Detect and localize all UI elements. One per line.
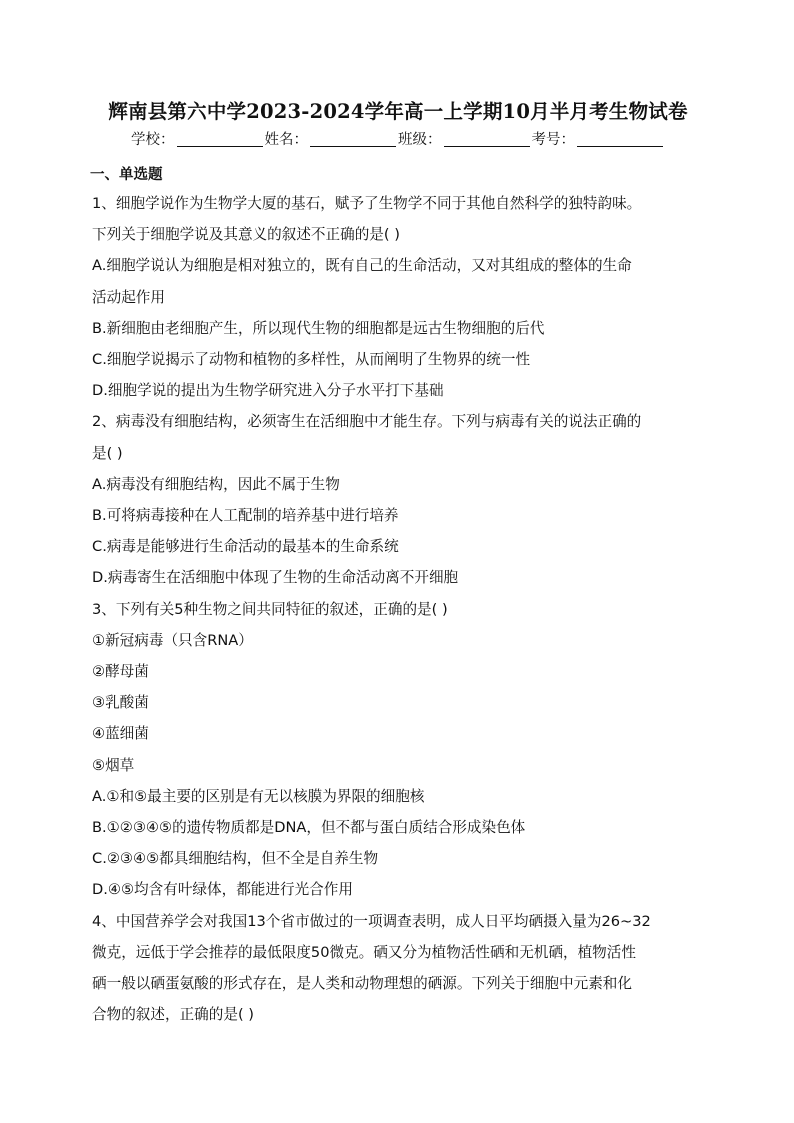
question-body	[92, 188, 704, 1030]
text-line: 微克，远低于学会推荐的最低限度50微克。硒又分为植物活性硒和无机硒，植物活性	[92, 943, 636, 961]
text-line: C.细胞学说揭示了动物和植物的多样性，从而阐明了生物界的统一性	[92, 351, 531, 369]
text-line: 4、中国营养学会对我国13个省市做过的一项调查表明，成人日平均硒摄入量为26~32	[92, 912, 651, 930]
text-line: 是( )	[92, 444, 123, 462]
class-blank[interactable]	[444, 132, 530, 147]
text-line: ⑤烟草	[92, 756, 135, 774]
text-line: C.②③④⑤都具细胞结构，但不全是自养生物	[92, 850, 379, 868]
text-line: 2、病毒没有细胞结构，必须寄生在活细胞中才能生存。下列与病毒有关的说法正确的	[92, 413, 642, 431]
name-field	[265, 128, 399, 149]
student-info-row	[92, 128, 704, 149]
text-line: A.病毒没有细胞结构，因此不属于生物	[92, 475, 340, 493]
text-line: B.①②③④⑤的遗传物质都是DNA，但不都与蛋白质结合形成染色体	[92, 819, 526, 837]
exam-number-blank[interactable]	[577, 132, 663, 147]
text-line: 3、下列有关5种生物之间共同特征的叙述，正确的是( )	[92, 600, 448, 618]
text-line: C.病毒是能够进行生命活动的最基本的生命系统	[92, 538, 399, 556]
exam-title: 辉南县第六中学2023-2024学年高一上学期10月半月考生物试卷	[108, 100, 688, 123]
school-field	[131, 128, 265, 149]
text-line: 下列关于细胞学说及其意义的叙述不正确的是( )	[92, 226, 400, 244]
class-label: 班级：	[398, 132, 442, 148]
school-blank[interactable]	[177, 132, 263, 147]
text-line: 合物的叙述，正确的是( )	[92, 1006, 254, 1024]
text-line: D.病毒寄生在活细胞中体现了生物的生命活动离不开细胞	[92, 569, 459, 587]
text-line: 1、细胞学说作为生物学大厦的基石，赋予了生物学不同于其他自然科学的独特韵味。	[92, 195, 642, 212]
exam-number-field	[532, 128, 666, 149]
text-line: D.细胞学说的提出为生物学研究进入分子水平打下基础	[92, 382, 444, 400]
text-line: B.新细胞由老细胞产生，所以现代生物的细胞都是远古生物细胞的后代	[92, 319, 545, 337]
text-line: D.④⑤均含有叶绿体，都能进行光合作用	[92, 881, 353, 899]
text-line: ③乳酸菌	[92, 694, 149, 712]
section-title: 一、单选题	[90, 167, 163, 183]
class-field	[398, 128, 532, 149]
text-line: ②酵母菌	[92, 663, 149, 681]
exam-number-label: 考号：	[531, 132, 575, 148]
text-line: 硒一般以硒蛋氨酸的形式存在，是人类和动物理想的硒源。下列关于细胞中元素和化	[92, 975, 632, 993]
text-line: A.①和⑤最主要的区别是有无以核膜为界限的细胞核	[92, 787, 425, 805]
text-line: ④蓝细菌	[92, 725, 149, 743]
text-line: 活动起作用	[92, 288, 165, 306]
text-line: A.细胞学说认为细胞是相对独立的，既有自己的生命活动，又对其组成的整体的生命	[92, 257, 632, 275]
name-label: 姓名：	[264, 132, 308, 148]
name-blank[interactable]	[310, 132, 396, 147]
text-line: B.可将病毒接种在人工配制的培养基中进行培养	[92, 507, 399, 525]
school-label: 学校：	[131, 132, 175, 148]
text-line: ①新冠病毒（只含RNA）	[92, 631, 253, 649]
